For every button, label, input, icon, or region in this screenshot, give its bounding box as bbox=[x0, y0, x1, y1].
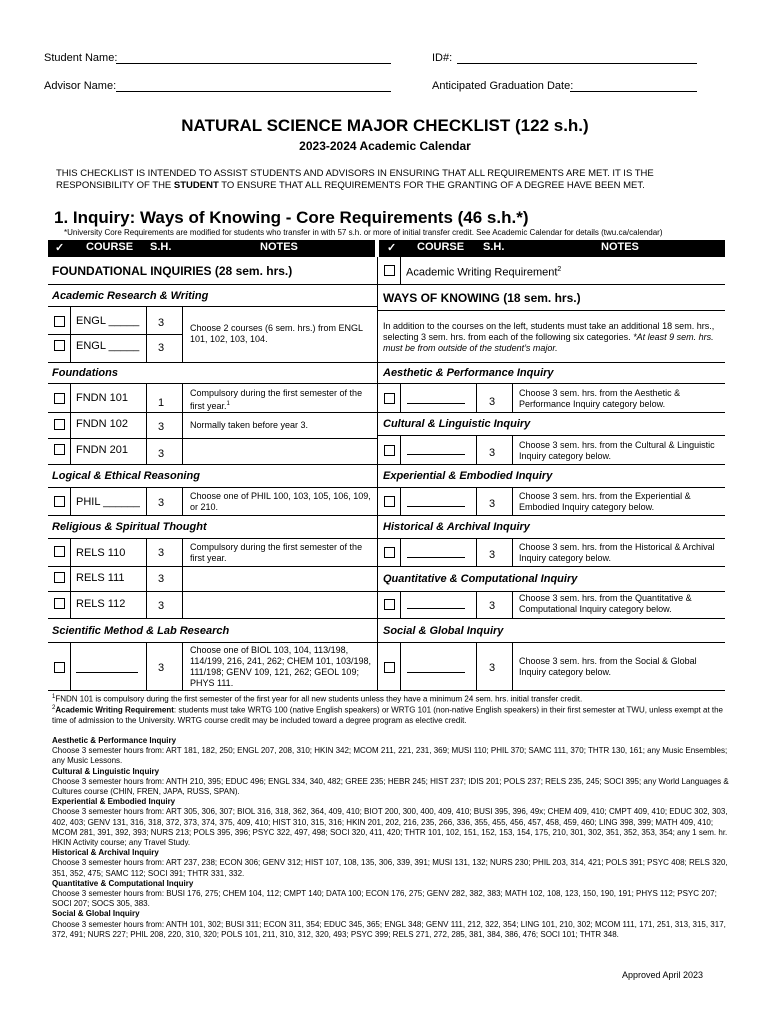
engl-2-checkbox[interactable] bbox=[54, 340, 65, 351]
advisor-name-label: Advisor Name: bbox=[44, 80, 117, 92]
fndn102-sh: 3 bbox=[158, 421, 165, 433]
engl-2-course: ENGL _____ bbox=[76, 340, 140, 352]
category-historical: Historical & Archival Inquiry Choose 3 semester hours from: ART 237, 238; ECON 306; GENV 312; HIST 107, 108, 135, 306, 339, 391; MUSI 131, 132; NURS 230; PHIL 203, 314, 421; POLS 391; PSYC 408; RELS 320, 351, 352, 475; SAMC 112; SOCI 391; THTR 331, 332. bbox=[52, 848, 728, 878]
divider bbox=[48, 591, 377, 592]
engl-1-sh: 3 bbox=[158, 317, 165, 329]
divider bbox=[377, 642, 725, 643]
rels111-course: RELS 111 bbox=[76, 572, 125, 584]
fndn201-sh: 3 bbox=[158, 448, 165, 460]
notice-line-2: RESPONSIBILITY OF THE STUDENT TO ENSURE THAT ALL REQUIREMENTS FOR THE GRANTING OF A DEGREE HAVE BEEN MET. bbox=[56, 180, 645, 191]
center-divider bbox=[377, 257, 378, 690]
divider bbox=[377, 591, 725, 592]
rels110-course: RELS 110 bbox=[76, 547, 126, 559]
divider bbox=[48, 618, 377, 619]
quantitative-checkbox[interactable] bbox=[384, 599, 395, 610]
divider bbox=[476, 435, 477, 464]
divider bbox=[377, 538, 725, 539]
table-header-right bbox=[379, 240, 725, 257]
grad-date-field[interactable] bbox=[570, 91, 697, 92]
historical-course-blank[interactable] bbox=[407, 549, 465, 558]
social-heading: Social & Global Inquiry bbox=[383, 625, 504, 637]
experiential-checkbox[interactable] bbox=[384, 496, 395, 507]
divider bbox=[70, 487, 71, 515]
divider bbox=[48, 412, 377, 413]
phil-note: Choose one of PHIL 100, 103, 105, 106, 109, or 210. bbox=[190, 491, 371, 512]
divider bbox=[48, 538, 377, 539]
student-name-label: Student Name: bbox=[44, 52, 118, 64]
grad-date-label: Anticipated Graduation Date: bbox=[432, 80, 574, 92]
divider bbox=[400, 383, 401, 412]
divider bbox=[377, 435, 725, 436]
divider bbox=[70, 642, 71, 690]
foundational-heading: FOUNDATIONAL INQUIRIES (28 sem. hrs.) bbox=[52, 264, 293, 278]
divider bbox=[70, 383, 71, 464]
divider bbox=[400, 538, 401, 566]
page-title: NATURAL SCIENCE MAJOR CHECKLIST (122 s.h.) bbox=[181, 116, 589, 135]
sci-checkbox[interactable] bbox=[54, 662, 65, 673]
wok-note: In addition to the courses on the left, students must take an additional 18 sem. hrs., selecting 3 sem. hrs. from each of the following six categories. *At least 9 sem. hrs. must be from outside of the student’s major. bbox=[383, 321, 715, 353]
advisor-name-field[interactable] bbox=[116, 91, 391, 92]
check-column-header: ✓ bbox=[55, 242, 65, 254]
divider bbox=[182, 383, 183, 464]
notes-column-header: NOTES bbox=[260, 241, 298, 253]
historical-note: Choose 3 sem. hrs. from the Historical & Archival Inquiry category below. bbox=[519, 542, 715, 563]
social-sh: 3 bbox=[489, 662, 496, 674]
notice bbox=[56, 168, 736, 192]
section-heading: 1. Inquiry: Ways of Knowing - Core Requirements (46 s.h.*) bbox=[54, 208, 529, 227]
engl-2-sh: 3 bbox=[158, 342, 165, 354]
divider bbox=[476, 538, 477, 566]
course-column-header: COURSE bbox=[417, 241, 465, 253]
rels112-course: RELS 112 bbox=[76, 598, 126, 610]
quantitative-course-blank[interactable] bbox=[407, 600, 465, 609]
divider bbox=[377, 566, 725, 567]
rels110-sh: 3 bbox=[158, 547, 165, 559]
divider bbox=[476, 642, 477, 690]
social-note: Choose 3 sem. hrs. from the Social & Global Inquiry category below. bbox=[519, 656, 697, 677]
table-header-left bbox=[48, 240, 375, 257]
divider bbox=[146, 538, 147, 618]
divider bbox=[146, 383, 147, 464]
divider bbox=[476, 591, 477, 618]
approved-date: Approved April 2023 bbox=[622, 970, 704, 980]
divider bbox=[400, 435, 401, 464]
fndn201-checkbox[interactable] bbox=[54, 444, 65, 455]
experiential-note: Choose 3 sem. hrs. from the Experiential & Embodied Inquiry category below. bbox=[519, 491, 691, 512]
category-cultural: Cultural & Linguistic Inquiry Choose 3 semester hours from: ANTH 210, 395; EDUC 496; ENGL 334, 340, 482; GREE 235; HEBR 245; HIST 237; IDIS 201; POLS 237; RELS 235, 245; SOCI 395; any World Languages & Cultures course (CHIN, FREN, JAPA, RUSS, SPAN). bbox=[52, 766, 729, 797]
divider bbox=[476, 487, 477, 515]
footnote-2: $^2$Academic Writing Requirement: students must take WRTG 100 (native English speakers) or WRTG 101 (non-native English speakers) in their first semester at TWU, unless exempt at the time of admission to the University. WRTG course credit may be included toward a degree program as elective credit. bbox=[52, 705, 724, 725]
divider bbox=[377, 284, 725, 285]
fndn102-course: FNDN 102 bbox=[76, 418, 128, 430]
rels110-note: Compulsory during the first semester of the first year. bbox=[190, 542, 363, 563]
category-social: Social & Global Inquiry Choose 3 semester hours from: ANTH 101, 302; BUSI 311; ECON 311, 354; EDUC 345, 365; ENGL 348; GENV 111, 212, 322, 354; LING 101, 210, 302; MCOM 111, 171, 251, 313, 315, 317, 372, 491; NURS 227; PHIL 208, 220, 310, 320; POLS 101, 211, 310, 312, 320, 493; PSYC 399; RELS 271, 272, 285, 381, 384, 386, 476; SOCI 101; THTR 348. bbox=[52, 909, 726, 939]
divider bbox=[48, 362, 377, 363]
awr-checkbox[interactable] bbox=[384, 265, 395, 276]
rels111-checkbox[interactable] bbox=[54, 572, 65, 583]
historical-heading: Historical & Archival Inquiry bbox=[383, 521, 530, 533]
divider bbox=[48, 334, 182, 335]
divider bbox=[512, 487, 513, 515]
divider bbox=[70, 538, 71, 618]
experiential-sh: 3 bbox=[489, 498, 496, 510]
wok-heading: WAYS OF KNOWING (18 sem. hrs.) bbox=[383, 291, 581, 305]
divider bbox=[400, 257, 401, 284]
divider bbox=[48, 383, 377, 384]
cultural-sh: 3 bbox=[489, 447, 496, 459]
fndn101-course: FNDN 101 bbox=[76, 392, 128, 404]
divider bbox=[182, 487, 183, 515]
phil-course: PHIL ______ bbox=[76, 496, 140, 508]
aesthetic-sh: 3 bbox=[489, 396, 496, 408]
category-list bbox=[52, 736, 730, 940]
divider bbox=[48, 566, 377, 567]
aesthetic-course-blank[interactable] bbox=[407, 395, 465, 404]
divider bbox=[400, 487, 401, 515]
id-label: ID#: bbox=[432, 52, 453, 64]
divider bbox=[377, 412, 725, 413]
aesthetic-heading: Aesthetic & Performance Inquiry bbox=[383, 367, 554, 379]
divider bbox=[48, 438, 377, 439]
social-checkbox[interactable] bbox=[384, 662, 395, 673]
quantitative-heading: Quantitative & Computational Inquiry bbox=[383, 573, 578, 585]
aesthetic-note: Choose 3 sem. hrs. from the Aesthetic & Performance Inquiry category below. bbox=[519, 388, 681, 409]
divider bbox=[377, 464, 725, 465]
divider bbox=[377, 487, 725, 488]
fndn102-checkbox[interactable] bbox=[54, 419, 65, 430]
aesthetic-checkbox[interactable] bbox=[384, 393, 395, 404]
historical-sh: 3 bbox=[489, 549, 496, 561]
divider bbox=[48, 642, 377, 643]
fndn101-checkbox[interactable] bbox=[54, 393, 65, 404]
divider bbox=[182, 306, 183, 362]
rels110-checkbox[interactable] bbox=[54, 546, 65, 557]
phil-sh: 3 bbox=[158, 497, 165, 509]
id-field[interactable] bbox=[457, 63, 697, 64]
divider bbox=[377, 515, 725, 516]
fndn101-note: Compulsory during the first semester of the first year.$^1$ bbox=[190, 388, 363, 411]
page-subtitle: 2023-2024 Academic Calendar bbox=[299, 139, 471, 153]
rels112-sh: 3 bbox=[158, 600, 165, 612]
divider bbox=[377, 310, 725, 311]
experiential-course-blank[interactable] bbox=[407, 498, 465, 507]
divider bbox=[377, 383, 725, 384]
category-quantitative: Quantitative & Computational Inquiry Choose 3 semester hours from: BUSI 176, 275; CHEM 104, 112; CMPT 140; DATA 100; ECON 176, 275; GENV 282, 382, 383; MATH 102, 108, 123, 150, 190, 191; PHYS 112; PSYC 207; SOCI 207; SOCS 305, 383. bbox=[52, 878, 717, 909]
divider bbox=[48, 690, 725, 691]
divider bbox=[48, 487, 377, 488]
engl-1-course: ENGL _____ bbox=[76, 315, 140, 327]
sci-sh: 3 bbox=[158, 662, 165, 674]
divider bbox=[512, 642, 513, 690]
historical-checkbox[interactable] bbox=[384, 547, 395, 558]
phil-checkbox[interactable] bbox=[54, 496, 65, 507]
sh-column-header: S.H. bbox=[150, 241, 172, 253]
divider bbox=[48, 464, 377, 465]
divider bbox=[182, 538, 183, 618]
cultural-course-blank[interactable] bbox=[407, 446, 465, 455]
category-aesthetic: Aesthetic & Performance Inquiry Choose 3 semester hours from: ART 181, 182, 250; ENGL 207, 208, 310; HKIN 342; MCOM 211, 221, 231, 369; MUSI 110; PHIL 370; SAMC 111, 370; THTR 130, 161; any Music Ensembles; any Music Lessons. bbox=[52, 736, 728, 766]
sci-note: Choose one of BIOL 103, 104, 113/198, 114/199, 216, 241, 262; CHEM 101, 103/198, 111/198; GENV 109, 121, 262; GEOL 109; PHYS 111. bbox=[190, 645, 371, 688]
divider bbox=[400, 642, 401, 690]
cultural-heading: Cultural & Linguistic Inquiry bbox=[383, 418, 531, 430]
divider bbox=[377, 618, 725, 619]
logical-heading: Logical & Ethical Reasoning bbox=[52, 470, 200, 482]
fndn102-note: Normally taken before year 3. bbox=[190, 420, 309, 430]
divider bbox=[48, 306, 377, 307]
notice-line-1: THIS CHECKLIST IS INTENDED TO ASSIST STUDENTS AND ADVISORS IN ENSURING THAT ALL REQUIREMENTS ARE MET. IT IS THE bbox=[56, 168, 654, 179]
quantitative-sh: 3 bbox=[489, 600, 496, 612]
divider bbox=[512, 538, 513, 566]
divider bbox=[400, 591, 401, 618]
rels111-sh: 3 bbox=[158, 573, 165, 585]
religious-heading: Religious & Spiritual Thought bbox=[52, 521, 207, 533]
quantitative-note: Choose 3 sem. hrs. from the Quantitative & Computational Inquiry category below. bbox=[519, 593, 692, 614]
divider bbox=[48, 515, 377, 516]
notes-column-header: NOTES bbox=[601, 241, 639, 253]
cultural-note: Choose 3 sem. hrs. from the Cultural & Linguistic Inquiry category below. bbox=[519, 440, 715, 461]
cultural-checkbox[interactable] bbox=[384, 445, 395, 456]
fndn201-course: FNDN 201 bbox=[76, 444, 128, 456]
category-experiential: Experiential & Embodied Inquiry Choose 3 semester hours from: ART 305, 306, 307; BIOL 316, 318, 362, 364, 409, 410; BIOT 200, 300, 400, 409, 410; BUSI 395, 396, 49x; CHEM 409, 410; CMPT 409, 410; EDUC 302, 303, 402, 403; GENV 131, 316, 318, 372, 373, 374, 375, 409, 410; HIST 310, 315, 316; HKIN 201, 202, 216, 235, 266, 336, 355, 455, 456, 457, 458, 459, 460; LING 398, 399; MATH 409, 410; MCOM 281, 391, 392, 393; NURS 213; POLS 395, 396; PSYC 322, 497, 498; SOCI 320, 411, 420; THTR 101, 102, 151, 152, 153, 154, 175, 210, 301, 302, 351, 352, 353, 354; any 1 sem. hr. HKIN Activity course; any Travel Study. bbox=[52, 797, 728, 848]
divider bbox=[512, 591, 513, 618]
student-name-field[interactable] bbox=[116, 63, 391, 64]
divider bbox=[146, 642, 147, 690]
rels112-checkbox[interactable] bbox=[54, 598, 65, 609]
fndn101-sh: 1 bbox=[158, 397, 165, 409]
divider bbox=[512, 435, 513, 464]
foundations-heading: Foundations bbox=[52, 367, 118, 379]
academic-research-heading: Academic Research & Writing bbox=[52, 290, 209, 302]
course-column-header: COURSE bbox=[86, 241, 134, 253]
divider bbox=[512, 383, 513, 412]
awr-label: Academic Writing Requirement$^2$ bbox=[406, 266, 562, 279]
divider bbox=[377, 362, 725, 363]
engl-note: Choose 2 courses (6 sem. hrs.) from ENGL 101, 102, 103, 104. bbox=[190, 323, 363, 344]
experiential-heading: Experiential & Embodied Inquiry bbox=[383, 470, 553, 482]
scientific-heading: Scientific Method & Lab Research bbox=[52, 625, 230, 637]
sci-course-blank[interactable] bbox=[76, 662, 138, 673]
check-column-header: ✓ bbox=[387, 242, 397, 254]
divider bbox=[476, 383, 477, 412]
engl-1-checkbox[interactable] bbox=[54, 316, 65, 327]
footnote-1: $^1$FNDN 101 is compulsory during the first semester of the first year for all new students unless they have a minimum 24 sem. hrs. initial transfer credit. bbox=[52, 694, 583, 704]
sh-column-header: S.H. bbox=[483, 241, 505, 253]
divider bbox=[182, 642, 183, 690]
section-footnote: *University Core Requirements are modified for students who transfer in with 57 s.h. or more of initial transfer credit. See Academic Calendar for details (twu.ca/calendar) bbox=[64, 228, 663, 237]
social-course-blank[interactable] bbox=[407, 664, 465, 673]
divider bbox=[48, 284, 377, 285]
divider bbox=[146, 487, 147, 515]
